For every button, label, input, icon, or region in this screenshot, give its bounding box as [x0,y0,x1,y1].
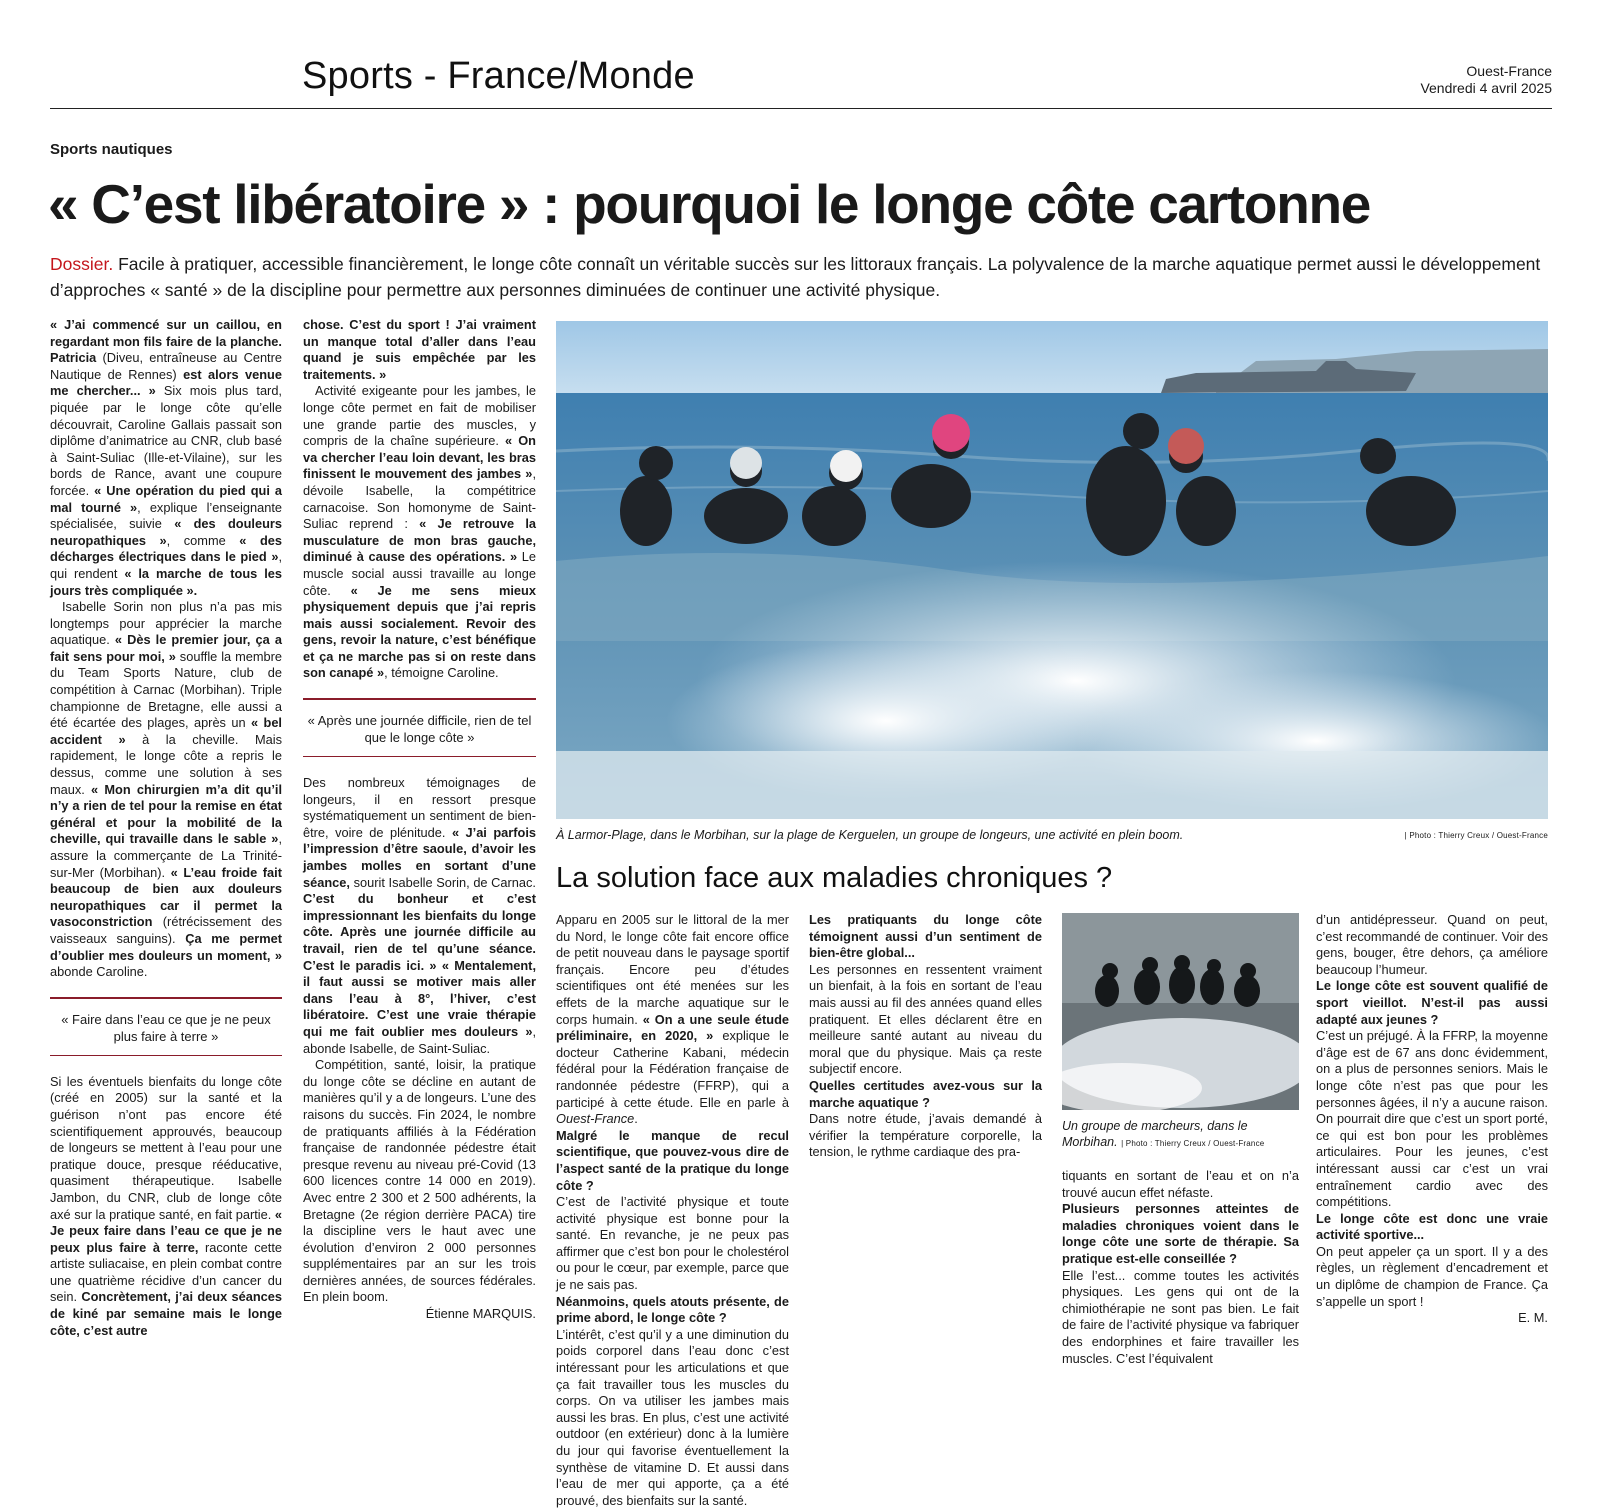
silhouettes-illustration [1062,913,1299,1110]
sea-walkers-illustration [556,321,1548,819]
paragraph: Des nombreux témoignages de longeurs, il en ressort presque systématiquement un sentiment de bien-être, voire de plénitude. « J’ai parfois l’impression d’être saoule, d’avoir les jambes molles en sortant d’une séance, sourit Isabelle Sorin, de Carnac. C’est du bonheur et c’est impressionnant les bienfaits du longe côte. Après une journée difficile au travail, rien de tel qu’une séance. C’est le paradis ici. » « Mentalement, il faut aussi se motiver mais aller dans l’eau à 8°, l’hiver, c’est libératoire. C’est une vraie thérapie qui me fait oublier mes douleurs », abonde Isabelle, de Saint-Suliac. [303,775,537,1056]
paragraph: « J’ai commencé sur un caillou, en regardant mon fils faire de la planche. Patricia (Diveu, entraîneuse au Centre Nautique de Rennes) est alors venue me chercher... » Six mois plus tard, piquée par le longe côte qu’elle découvrait, Caroline Gallais passait son diplôme d’animatrice au CNR, club basé à Saint-Suliac (Ille-et-Vilaine), sur les bords de Rance, avant une coupure forcée. « Une opération du pied qui a mal tourné », explique l’enseignante spécialisée, suivie « des douleurs neuropathiques », comme « des décharges électriques dans le pied », qui rendent « la marche de tous les jours très compliquée ». [50,317,283,598]
paragraph: Activité exigeante pour les jambes, le longe côte permet en fait de mobiliser une grande partie des muscles, y compris de la chaîne supérieure. « On va chercher l’eau loin devant, les bras finissent le mouvement des jambes », dévoile Isabelle, la compétitrice carnacoise. Son homonyme de Saint-Suliac reprend : « Je retrouve la musculature de mon bras gauche, diminué à cause des opérations. » Le muscle social aussi travaille au longe côte. « Je me sens mieux physiquement depuis que j’ai repris mais aussi socialement. Revoir des gens, revoir la nature, c’est bénéfique et ça ne marche pas si on reste dans son canapé », témoigne Caroline. [303,383,537,681]
interview-answer: Les personnes en ressentent vraiment un bienfait, à la fois en sortant de l’eau mais aussi au fil des années quand elles pratiquent. Et elles déclarent être en meilleure santé autant au niveau du moral que du physique. Mais ça reste subjectif encore. [809,961,1042,1077]
secondary-photo [1062,913,1299,1110]
paper-name: Ouest-France [1466,63,1552,79]
interview-question: Quelles certitudes avez-vous sur la marche aquatique ? [809,1077,1042,1110]
article-column-2 [303,317,536,1323]
section-title: Sports - France/Monde [302,55,695,97]
interview-answer: On peut appeler ça un sport. Il y a des règles, un règlement d’encadrement et un diplôme de champion de France. Ça s’appelle un sport ! [1316,1243,1548,1309]
kicker: Sports nautiques [50,141,173,158]
secondary-photo-caption: Un groupe de marcheurs, dans le Morbihan. | Photo : Thierry Creux / Ouest-France [1062,1119,1265,1149]
interview-title: La solution face aux maladies chroniques ? [556,862,1113,894]
interview-answer: Elle l’est... comme toutes les activités physiques. Les gens qui ont de la chimiothérapie ne sont pas bien. Le fait de faire de l’activité physique va fabriquer des endorphines et faire travailler les muscles. C’est l’équivalent [1062,1267,1299,1366]
pull-quote: « Après une journée difficile, rien de tel que le longe côte » [303,698,536,757]
interview-question: Le longe côte est donc une vraie activité sportive... [1316,1210,1548,1243]
interview-answer: L’intérêt, c’est qu’il y a une diminution du poids corporel dans l’eau donc c’est intéressant pour les articulations et que ça fait travailler tous les muscles du corps. On va utiliser les jambes mais aussi les bras. En plus, c’est une activité outdoor (en extérieur) donc à la lumière du jour qui favorise éventuellement la synthèse de vitamine D. Et aussi dans l’eau de mer qui apporte, ça a été prouvé, des bienfaits sur la santé. [556,1326,789,1508]
paragraph: Apparu en 2005 sur le littoral de la mer du Nord, le longe côte fait encore office de petit nouveau dans le paysage sportif français. Encore peu d’études scientifiques ont été menées sur les effets de la marche aquatique sur le corps humain. « On a une seule étude préliminaire, en 2020, » explique le docteur Catherine Kabani, médecin fédéral pour la Fédération française de randonnée pédestre (FFRP), qui a participé à cette étude. Elle en parle à Ouest-France. [556,912,789,1127]
article-column-1 [50,317,282,1339]
paragraph: Compétition, santé, loisir, la pratique du longe côte se décline en autant de manières qu’il y a de longeurs. L’une des raisons du succès. Fin 2024, le nombre de pratiquants affiliés à la Fédération française de randonnée pédestre était presque revenu au niveau pré-Covid (13 600 licences contre 14 000 en 2019). Avec entre 2 300 et 2 500 adhérents, la Bretagne (2e région derrière PACA) tire la discipline vers le haut avec une évolution d’environ 2 000 personnes supplémentaires par an sur les trois dernières années, de sources fédérales. En plein boom. [303,1057,536,1305]
paragraph: Si les éventuels bienfaits du longe côte (créé en 2005) sur la santé et la guérison n’ont pas encore été scientifiquement approuvés, beaucoup de longeurs se mettent à l’eau pour une pratique douce, presque rééducative, quasiment thérapeutique. Isabelle Jambon, du CNR, club de longe côte axé sur la pratique santé, en fait partie. « Je peux faire dans l’eau ce que je ne peux plus faire à terre, raconte cette artiste suliacaise, en plein combat contre une quatrième récidive d’un cancer du sein. Concrètement, j’ai deux séances de kiné par semaine mais le longe côte, c’est autre [50,1073,283,1338]
issue-date: Vendredi 4 avril 2025 [1420,80,1552,96]
interview-column-4 [1316,912,1548,1327]
interview-column-2 [809,912,1042,1161]
main-photo-caption: À Larmor-Plage, dans le Morbihan, sur la plage de Kerguelen, un groupe de longeurs, une activité en plein boom. [556,828,1184,842]
interview-answer: Dans notre étude, j’avais demandé à vérifier la température corporelle, la tension, le rythme cardiaque des pra- [809,1111,1042,1160]
main-photo-credit: | Photo : Thierry Creux / Ouest-France [1404,831,1548,840]
interview-question: Plusieurs personnes atteintes de maladies chroniques voient dans le longe côte une sorte de thérapie. Sa pratique est-elle conseillée ? [1062,1201,1299,1266]
standfirst-tag: Dossier. [50,254,114,274]
interview-question: Le longe côte est souvent qualifié de sport vieillot. N’est-il pas aussi adapté aux jeunes ? [1316,978,1548,1027]
interview-column-1 [556,912,789,1509]
interview-answer: C’est de l’activité physique et toute activité physique est bonne pour la santé. En revanche, je ne peux pas affirmer que c’est bon pour le cholestérol ou pour le cœur, par exemple, parce que je ne sais pas. [556,1194,789,1293]
paragraph: chose. C’est du sport ! J’ai vraiment un manque total d’aller dans l’eau quand je suis empêchée par les traitements. » [303,317,536,382]
main-photo [556,321,1548,819]
standfirst [50,251,1550,303]
standfirst-text: Facile à pratiquer, accessible financièrement, le longe côte connaît un véritable succès sur les littoraux français. La polyvalence de la marche aquatique permet aussi le développement d’approches « santé » de la discipline pour permettre aux personnes diminuées de continuer une activité physique. [50,254,1541,300]
header-divider [50,108,1552,109]
headline: « C’est libératoire » : pourquoi le longe côte cartonne [48,173,1371,235]
interview-answer: C’est un préjugé. À la FFRP, la moyenne d’âge est de 67 ans donc évidemment, on a plus de personnes seniors. Mais le longe côte n’est pas que pour les personnes âgées, il n’y a aucune raison. On pourrait dire que c’est un sport porté, ce qui est bon pour les problèmes articulaires. Pour les jeunes, c’est intéressant aussi car c’est un vrai entraînement cardio avec des compétitions. [1316,1028,1548,1210]
interview-question: Les pratiquants du longe côte témoignent aussi d’un sentiment de bien-être global... [809,912,1042,961]
interview-column-3 [1062,1168,1299,1367]
interview-answer: d’un antidépresseur. Quand on peut, c’est recommandé de continuer. Voir des gens, bouger, être dehors, ça améliore beaucoup l’humeur. [1316,912,1548,977]
interview-signature: E. M. [1518,1310,1548,1326]
paragraph: Isabelle Sorin non plus n’a pas mis longtemps pour apprécier la marche aquatique. « Dès le premier jour, ça a fait sens pour moi, » souffle la membre du Team Sports Nature, club de compétition à Carnac (Morbihan). Triple championne de Bretagne, elle aussi a été écartée des plages, après un « bel accident » à la cheville. Mais rapidement, le longe côte a repris le dessus, comme une solution à ses maux. « Mon chirurgien m’a dit qu’il n’y a rien de tel pour la remise en état général et pour la mobilité de la cheville, qui travaille dans le sable », assure la commerçante de La Trinité-sur-Mer (Morbihan). « L’eau froide fait beaucoup de bien aux douleurs neuropathiques car il permet la vasoconstriction (rétrécissement des vaisseaux sanguins). Ça me permet d’oublier mes douleurs un moment, » abonde Caroline. [50,599,283,980]
interview-answer: tiquants en sortant de l’eau et on n’a trouvé aucun effet néfaste. [1062,1168,1299,1200]
interview-question: Malgré le manque de recul scientifique, que pouvez-vous dire de l’aspect santé de la pratique du longe côte ? [556,1127,789,1193]
interview-question: Néanmoins, quels atouts présente, de prime abord, le longe côte ? [556,1293,789,1326]
pull-quote: « Faire dans l’eau ce que je ne peux plus faire à terre » [50,997,282,1056]
masthead [1420,63,1552,97]
byline: Étienne MARQUIS. [425,1306,536,1322]
